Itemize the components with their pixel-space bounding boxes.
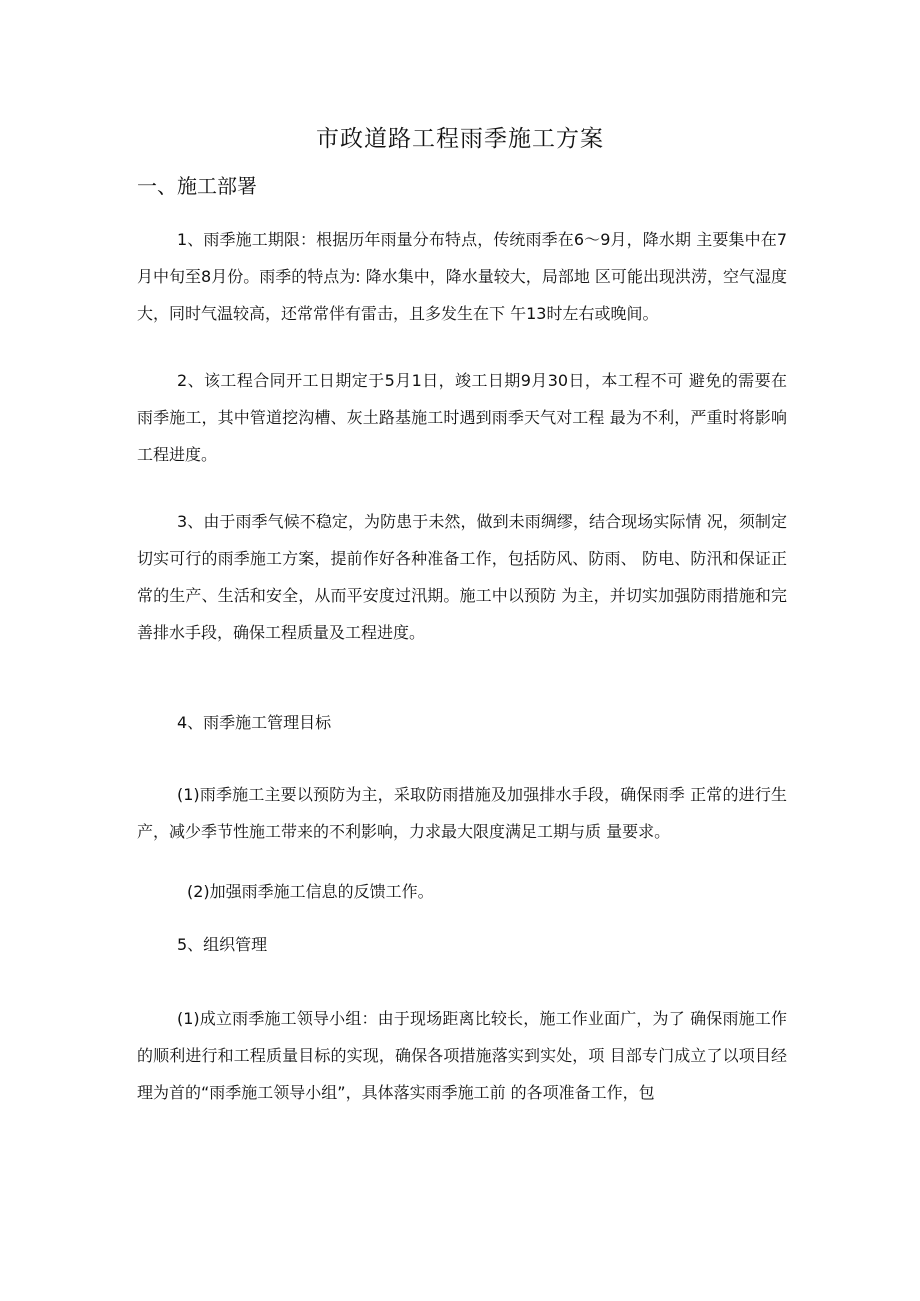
paragraph-6: (2)加强雨季施工信息的反馈工作。 bbox=[187, 882, 434, 901]
paragraph-2: 2、该工程合同开工日期定于5月1日，竣工日期9月30日，本工程不可 避免的需要在雨季施工，其中管道挖沟槽、灰土路基施工时遇到雨季天气对工程 最为不利，严重时将影响工程进度。 bbox=[137, 371, 787, 464]
paragraph-4: 4、雨季施工管理目标 bbox=[177, 713, 332, 732]
section-heading: 一、施工部署 bbox=[137, 174, 257, 198]
paragraph-5: (1)雨季施工主要以预防为主，采取防雨措施及加强排水手段，确保雨季 正常的进行生产，减少季节性施工带来的不利影响，力求最大限度满足工期与质 量要求。 bbox=[137, 785, 787, 841]
paragraph-7: 5、组织管理 bbox=[177, 935, 268, 954]
paragraph-8: (1)成立雨季施工领导小组：由于现场距离比较长，施工作业面广，为了 确保雨施工作的顺利进行和工程质量目标的实现，确保各项措施落实到实处，项 目部专门成立了以项目经理为首的“雨季施工领导小组”，具体落实雨季施工前 的各项准备工作，包 bbox=[137, 1009, 787, 1102]
document-title: 市政道路工程雨季施工方案 bbox=[316, 126, 604, 152]
paragraph-1: 1、雨季施工期限：根据历年雨量分布特点，传统雨季在6～9月，降水期 主要集中在7月中旬至8月份。雨季的特点为: 降水集中，降水量较大，局部地 区可能出现洪涝，空气湿度大，同时气温较高，还常常伴有雷击，且多发生在下 午13时左右或晚间。 bbox=[137, 230, 787, 323]
paragraph-3: 3、由于雨季气候不稳定，为防患于未然，做到未雨绸缪，结合现场实际情 况，须制定切实可行的雨季施工方案，提前作好各种准备工作，包括防风、防雨、 防电、防汛和保证正常的生产、生活和安全，从而平安度过汛期。施工中以预防 为主，并切实加强防雨措施和完善排水手段，确保工程质量及工程进度。 bbox=[137, 512, 787, 642]
